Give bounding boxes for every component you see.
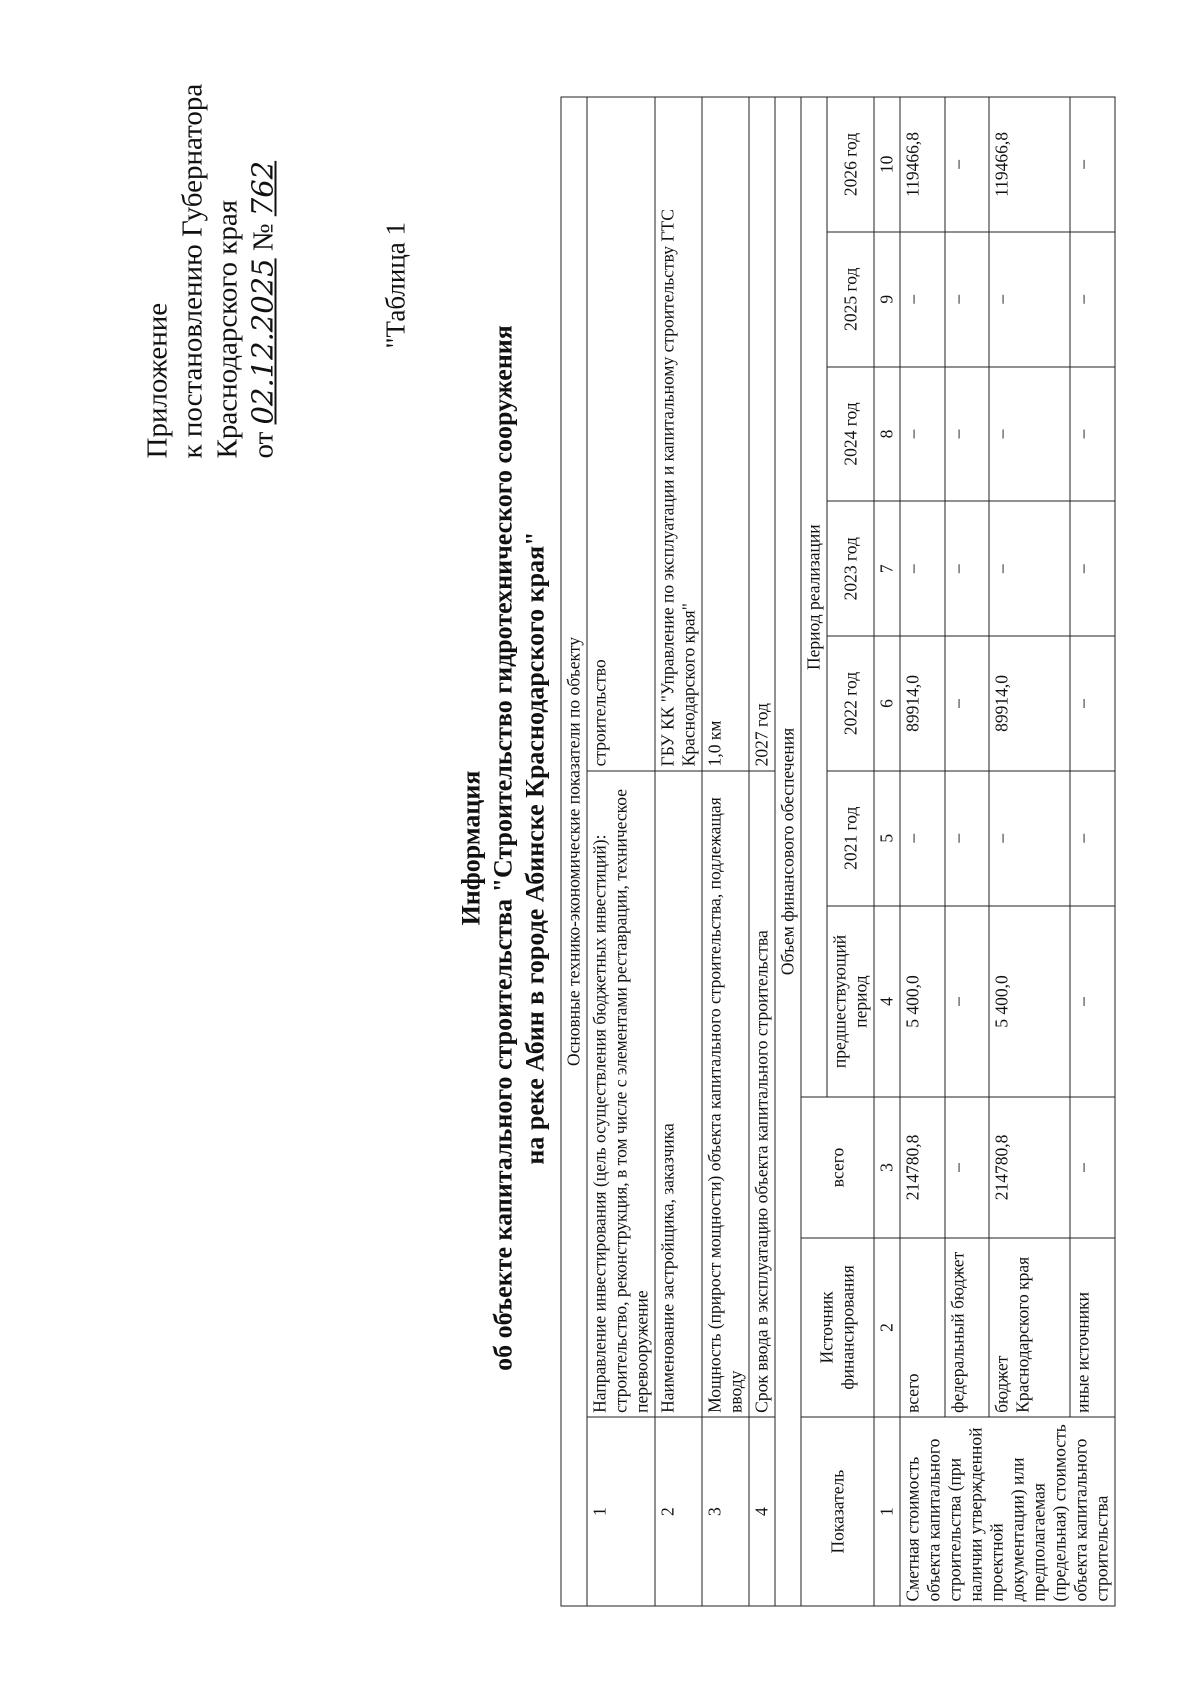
tech-label: Срок ввода в эксплуатацию объекта капитального строительства [749, 771, 775, 1418]
row-number: 2 [655, 1417, 702, 1606]
title-line-3: на реке Абин в городе Абинске Краснодарского края" [520, 531, 549, 1165]
fin-section-header: Объем финансового обеспечения [775, 97, 801, 1606]
value-cell: 119466,8 [900, 97, 945, 232]
total-header: всего [801, 1097, 874, 1237]
col-number: 6 [874, 636, 900, 771]
fin-row [944, 97, 989, 1606]
year-header: 2022 год [827, 636, 874, 771]
fin-row [1070, 97, 1115, 1606]
value-cell: – [1070, 906, 1115, 1098]
value-cell: – [900, 771, 945, 906]
value-cell: – [989, 771, 1070, 906]
value-cell: 214780,8 [900, 1097, 945, 1237]
source-cell: федеральный бюджет [944, 1238, 989, 1418]
value-cell: – [944, 232, 989, 367]
tech-value: 2027 год [749, 97, 775, 771]
col-number: 3 [874, 1097, 900, 1237]
source-cell: иные источники [1070, 1238, 1115, 1418]
source-cell: всего [900, 1238, 945, 1418]
indicator-header: Показатель [801, 1417, 874, 1606]
value-cell: 89914,0 [900, 636, 945, 771]
value-cell: – [1070, 367, 1115, 502]
tech-row [749, 97, 775, 1606]
title-line-1: Информация [456, 770, 485, 926]
appendix-block [140, 19, 281, 459]
tech-section-header: Основные технико-экономические показатели по объекту [561, 97, 587, 1606]
indicator-cell: Сметная стоимость объекта капитального строительства (при наличии утвержденной проектной документации) или предполагаемая (предельная) стоимость объекта капитального строительства [900, 1417, 1115, 1606]
col-number: 5 [874, 771, 900, 906]
handwritten-number: 762 [245, 160, 279, 217]
year-header: 2024 год [827, 367, 874, 502]
number-sign: № [247, 223, 279, 252]
col-number: 7 [874, 501, 900, 636]
info-table-area [560, 97, 1115, 1607]
col-number: 2 [874, 1238, 900, 1418]
appendix-date-line [245, 19, 281, 459]
tech-row [655, 97, 702, 1606]
appendix-line-3: Краснодарского края [211, 199, 243, 459]
value-cell: – [944, 906, 989, 1098]
value-cell: 89914,0 [989, 636, 1070, 771]
value-cell: 5 400,0 [900, 906, 945, 1098]
table-label: "Таблица 1 [380, 222, 410, 349]
source-cell: бюджет Краснодарского края [989, 1238, 1070, 1418]
tech-label: Направление инвестирования (цель осуществления бюджетных инвестиций): строительство, реконструкция, в том числе с элементами реставрации, техническое перевооружение [587, 771, 655, 1418]
value-cell: – [900, 232, 945, 367]
tech-row [702, 97, 749, 1606]
value-cell: – [944, 97, 989, 232]
tech-label: Наименование застройщика, заказчика [655, 771, 702, 1418]
value-cell: – [989, 367, 1070, 502]
value-cell: – [989, 232, 1070, 367]
value-cell: – [944, 636, 989, 771]
value-cell: – [900, 501, 945, 636]
col-number: 8 [874, 367, 900, 502]
row-number: 1 [587, 1417, 655, 1606]
value-cell: – [1070, 232, 1115, 367]
tech-value: 1,0 км [702, 97, 749, 771]
column-number-row [874, 97, 900, 1606]
tech-label: Мощность (прирост мощности) объекта капитального строительства, подлежащая вводу [702, 771, 749, 1418]
year-header: 2025 год [827, 232, 874, 367]
year-header: 2023 год [827, 501, 874, 636]
value-cell: – [1070, 1097, 1115, 1237]
value-cell: – [1070, 501, 1115, 636]
value-cell: – [944, 501, 989, 636]
prev-period-header: предшествующий период [827, 906, 874, 1098]
document-title [455, 0, 551, 1697]
value-cell: – [944, 1097, 989, 1237]
title-line-2: об объекте капитального строительства "Строительство гидротехнического сооружения [488, 325, 517, 1371]
col-number: 1 [874, 1417, 900, 1606]
value-cell: 119466,8 [989, 97, 1070, 232]
row-number: 3 [702, 1417, 749, 1606]
info-table [560, 97, 1115, 1607]
source-header: Источник финансирования [801, 1238, 874, 1418]
tech-value: ГБУ КК "Управление по эксплуатации и капитальному строительству ГТС Краснодарского края" [655, 97, 702, 771]
value-cell: – [989, 501, 1070, 636]
fin-row [900, 97, 945, 1606]
appendix-line-2: к постановлению Губернатора [176, 83, 208, 459]
period-header: Период реализации [801, 97, 827, 1097]
year-header: 2026 год [827, 97, 874, 232]
value-cell: 214780,8 [989, 1097, 1070, 1237]
col-number: 9 [874, 232, 900, 367]
tech-value: строительство [587, 97, 655, 771]
year-header: 2021 год [827, 771, 874, 906]
value-cell: – [1070, 636, 1115, 771]
value-cell: – [1070, 97, 1115, 232]
value-cell: – [1070, 771, 1115, 906]
fin-row [989, 97, 1070, 1606]
col-number: 10 [874, 97, 900, 232]
value-cell: 5 400,0 [989, 906, 1070, 1098]
date-prefix: от [247, 431, 279, 459]
handwritten-date: 02.12.2025 [245, 258, 279, 425]
tech-row [587, 97, 655, 1606]
col-number: 4 [874, 906, 900, 1098]
row-number: 4 [749, 1417, 775, 1606]
value-cell: – [944, 771, 989, 906]
appendix-line-1: Приложение [141, 302, 173, 459]
value-cell: – [944, 367, 989, 502]
value-cell: – [900, 367, 945, 502]
